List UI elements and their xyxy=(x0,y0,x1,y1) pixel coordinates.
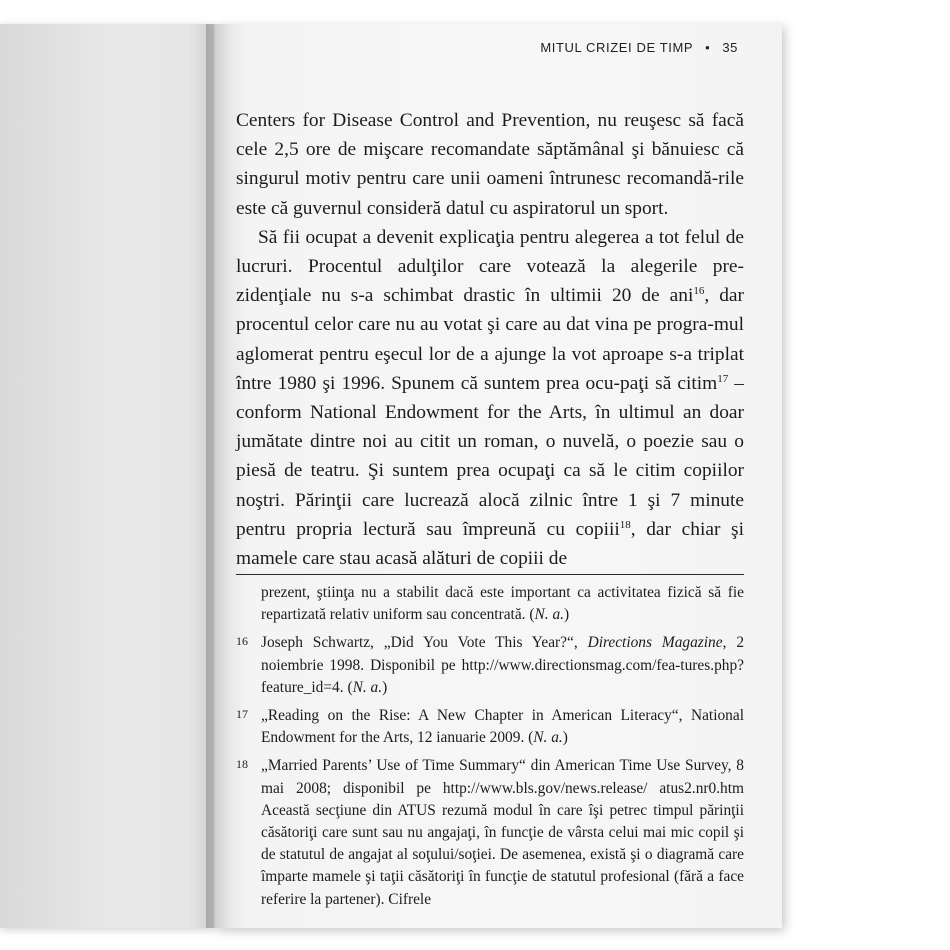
footnote-ref-16: 16 xyxy=(693,285,705,298)
paragraph-2 xyxy=(236,223,744,573)
header-bullet: • xyxy=(705,40,711,55)
footnote-18-text: „Married Parents’ Use of Time Summary“ din American Time Use Survey, 8 mai 2008; disponibil pe http://www.bls.gov/news.release/ atus2.nr0.htm Această secţiune din ATUS rezumă modul în care îşi petrec timpul părinţii căsătoriţi care sunt sau nu angajaţi, în funcţie de vârsta celui mai mic copil şi de statutul de angajat al soţului/soţiei. De asemenea, există şi o diagramă care împarte mamele şi taţii căsătoriţi în funcţie de statutul profesional (fără a face referire la partener). Cifrele xyxy=(261,757,744,908)
body-text xyxy=(236,106,744,573)
footnote-17-end: ) xyxy=(562,729,568,747)
footnotes xyxy=(236,582,744,917)
author-note: N. a. xyxy=(534,606,564,624)
book-gutter-shadow xyxy=(206,24,230,928)
footnote-18 xyxy=(236,755,744,910)
footnote-16 xyxy=(236,632,744,699)
footnote-ref-17: 17 xyxy=(717,372,729,385)
paragraph-1: Centers for Disease Control and Prevention, nu reuşesc să facă cele 2,5 ore de mişcare recomandate săptămânal şi bănuiesc că singurul motiv pentru care unii oameni întrunesc recomandă-rile este că guvernul consideră datul cu aspiratorul un sport. xyxy=(236,110,744,219)
footnote-ref-18: 18 xyxy=(619,518,631,531)
footnote-17-text: „Reading on the Rise: A New Chapter in American Literacy“, National Endowment for the Arts, 12 ianuarie 2009. ( xyxy=(261,707,744,747)
left-page xyxy=(0,24,214,928)
author-note: N. a. xyxy=(533,729,563,747)
footnote-continuation-text: prezent, ştiinţa nu a stabilit dacă este important ca activitatea fizică să fie repartizată relativ uniform sau concentrată. ( xyxy=(261,584,744,624)
paragraph-2-part-a: Să fii ocupat a devenit explicaţia pentru alegerea a tot felul de lucruri. Procentul adulţilor care votează la alegerile pre-zidenţiale nu s-a schimbat drastic în ultimii 20 de ani xyxy=(236,226,744,307)
footnote-number-16: 16 xyxy=(236,634,248,649)
footnote-number-18: 18 xyxy=(236,757,248,772)
page-number: 35 xyxy=(722,40,738,55)
footnote-16-publication: Directions Magazine xyxy=(587,634,723,652)
footnote-16-text-a: Joseph Schwartz, „Did You Vote This Year?“, xyxy=(261,634,588,652)
footnote-16-end: ) xyxy=(382,678,388,696)
footnote-continuation-end: ) xyxy=(564,606,570,624)
footnote-continuation xyxy=(236,582,744,626)
author-note: N. a. xyxy=(352,678,383,696)
running-title: MITUL CRIZEI DE TIMP xyxy=(540,40,694,55)
paragraph-2-part-c: – conform National Endowment for the Arts, în ultimul an doar jumătate dintre noi au citit un roman, o nuvelă, o poezie sau o piesă de teatru. Şi suntem prea ocupaţi ca să le citim copiilor noştri. Părinţii care lucrează alocă zilnic între 1 şi 7 minute pentru propria lectură sau împreună cu copiii xyxy=(236,372,744,540)
footnote-17 xyxy=(236,705,744,749)
footnote-number-17: 17 xyxy=(236,707,248,722)
running-head xyxy=(540,40,738,55)
footnote-separator xyxy=(236,574,744,575)
paragraph-2-part-d: , dar chiar şi mamele care stau acasă alături de copiii de xyxy=(236,518,744,570)
paragraph-2-part-b: , dar procentul celor care nu au votat şi care au dat vina pe progra-mul aglomerat pentru eşecul lor de a ajunge la vot aproape s-a triplat între 1980 şi 1996. Spunem că suntem prea ocu-paţi să citim xyxy=(236,285,744,394)
footnote-16-text-b: , 2 noiembrie 1998. Disponibil pe http://www.directionsmag.com/fea-tures.php?feature_id=4. ( xyxy=(261,634,745,696)
